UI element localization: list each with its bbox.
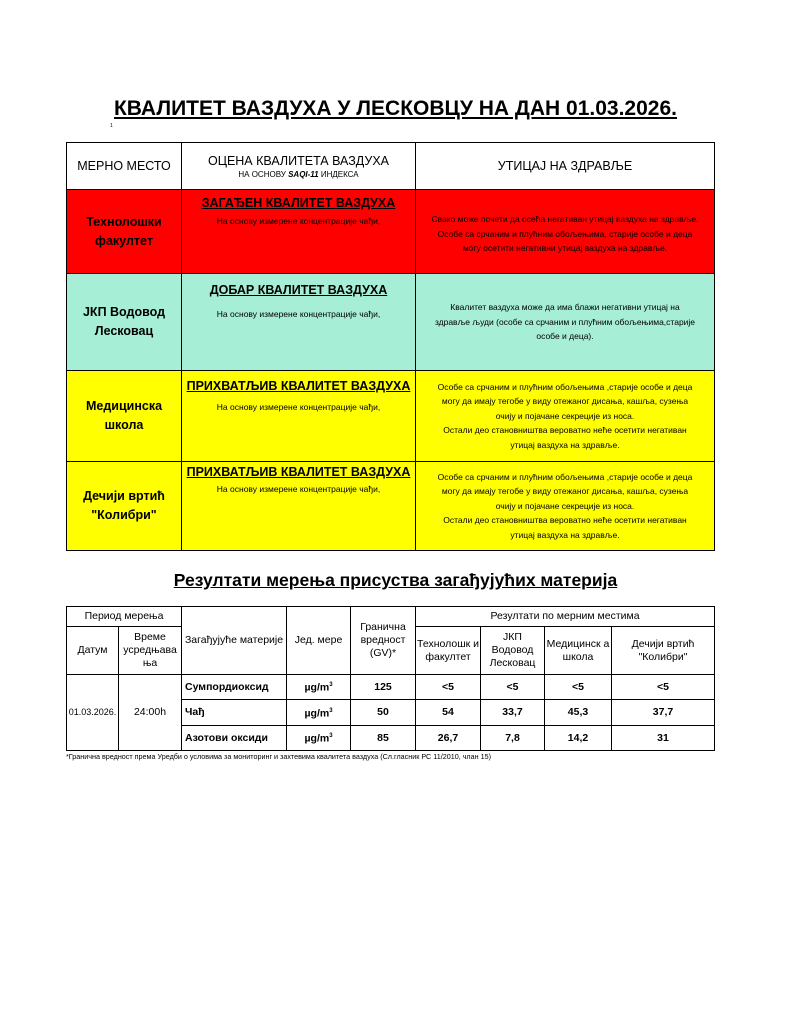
quality-row-1 xyxy=(67,190,715,274)
quality-rating: ДОБАР КВАЛИТЕТ ВАЗДУХА xyxy=(209,283,388,297)
header-quality-line1: ОЦЕНА КВАЛИТЕТА ВАЗДУХА xyxy=(207,153,390,168)
air-quality-table xyxy=(66,142,715,551)
location-line: "Колибри" xyxy=(91,508,157,522)
pollutant-name: Сумпордиоксид xyxy=(182,675,287,700)
period-header: Период мерења xyxy=(67,607,182,627)
unit-header: Јед. мере xyxy=(287,607,351,675)
unit-cell xyxy=(287,726,351,751)
unit-text: µg/m xyxy=(304,732,330,745)
quality-row-4 xyxy=(67,462,715,551)
effect-line: здравље људи (особе са срчаним и плућним обољењима,старије xyxy=(434,316,696,327)
quality-rating: ПРИХВАТЉИВ КВАЛИТЕТ ВАЗДУХА xyxy=(186,465,411,479)
pollutant-name: Азотови оксиди xyxy=(182,726,287,751)
health-effect-cell xyxy=(416,274,715,371)
unit-cell xyxy=(287,700,351,726)
pollutant-header: Загађујуће материје xyxy=(182,607,287,675)
health-effect-cell xyxy=(416,371,715,462)
location-line: факултет xyxy=(95,233,153,248)
effect-line: Особе са срчаним и плућним обољењима, старије особе и деца xyxy=(437,228,693,239)
result-value: <5 xyxy=(612,675,715,700)
quality-row-3 xyxy=(67,371,715,462)
measurement-results-table xyxy=(66,606,715,751)
date-cell: 01.03.2026. xyxy=(67,675,119,751)
result-value: <5 xyxy=(481,675,545,700)
footnote: *Гранична вредност према Уредби о условима за мониторинг и захтевима квалитета ваздуха (Сл.гласник РС 11/2010, члан 15) xyxy=(66,752,491,761)
result-value: 31 xyxy=(612,726,715,751)
unit-exponent: 3 xyxy=(329,733,333,740)
effect-line: утицај ваздуха на здравље. xyxy=(510,439,620,450)
location-line: ЈКП Водовод xyxy=(82,305,166,319)
effect-line: Остали део становништва вероватно неће осетити негативан xyxy=(443,515,687,526)
results-header: Резултати по мерним местима xyxy=(416,607,715,627)
unit-exponent: 3 xyxy=(329,707,333,714)
result-value: 14,2 xyxy=(545,726,612,751)
unit-exponent: 3 xyxy=(329,682,333,689)
location-cell xyxy=(67,371,182,462)
section-title: Резултати мерења присуства загађујућих материја xyxy=(173,570,618,590)
header-quality-pre: НА ОСНОВУ xyxy=(238,169,289,179)
header-quality-post: ИНДЕКСА xyxy=(318,169,359,179)
location-line: Лесковац xyxy=(94,324,154,338)
limit-header: Гранична вредност (GV)* xyxy=(351,607,416,675)
averaging-header: Време усредњава ња xyxy=(119,627,182,675)
unit-text: µg/m xyxy=(304,707,330,720)
results-row xyxy=(67,675,715,700)
quality-basis: На основу измерене концентрације чађи, xyxy=(216,402,381,412)
header-location: МЕРНО МЕСТО xyxy=(67,143,182,190)
results-header-row-1 xyxy=(67,607,715,627)
quality-table-header-row xyxy=(67,143,715,190)
location-line: школа xyxy=(104,418,144,432)
result-value: 26,7 xyxy=(416,726,481,751)
health-effect-cell xyxy=(416,190,715,274)
result-value: 54 xyxy=(416,700,481,726)
station-header: Медицинск а школа xyxy=(545,627,612,675)
location-line: Дечији вртић xyxy=(83,489,165,503)
page-mark: 1 xyxy=(110,123,113,129)
quality-rating: ПРИХВАТЉИВ КВАЛИТЕТ ВАЗДУХА xyxy=(186,379,411,393)
effect-line: очију и појачане секреције из носа. xyxy=(495,500,635,511)
unit-cell xyxy=(287,675,351,700)
header-health-effect: УТИЦАЈ НА ЗДРАВЉЕ xyxy=(416,143,715,190)
pollutant-name: Чађ xyxy=(182,700,287,726)
date-header: Датум xyxy=(67,627,119,675)
effect-line: особе и деца). xyxy=(536,331,594,342)
location-cell xyxy=(67,190,182,274)
quality-basis: На основу измерене концентрације чађи, xyxy=(216,484,381,494)
unit-text: µg/m xyxy=(304,681,330,694)
station-header: Дечији вртић "Колибри" xyxy=(612,627,715,675)
result-value: 7,8 xyxy=(481,726,545,751)
location-line: Технолошки xyxy=(86,214,162,229)
quality-row-2 xyxy=(67,274,715,371)
page-title: КВАЛИТЕТ ВАЗДУХА У ЛЕСКОВЦУ НА ДАН 01.03.2026. xyxy=(113,97,677,120)
result-value: 45,3 xyxy=(545,700,612,726)
result-value: 33,7 xyxy=(481,700,545,726)
limit-value: 85 xyxy=(351,726,416,751)
effect-line: могу да имају тегобе у виду отежаног дисања, кашља, сузења xyxy=(441,486,689,497)
limit-value: 125 xyxy=(351,675,416,700)
averaging-cell: 24:00h xyxy=(119,675,182,751)
effect-line: Особе са срчаним и плућним обољењима ,старије особе и деца xyxy=(437,381,693,392)
effect-line: могу да имају тегобе у виду отежаног дисања, кашља, сузења xyxy=(441,396,689,407)
location-cell xyxy=(67,274,182,371)
quality-cell xyxy=(182,190,416,274)
location-line: Медицинска xyxy=(85,399,163,413)
header-quality xyxy=(182,143,416,190)
limit-value: 50 xyxy=(351,700,416,726)
quality-cell xyxy=(182,371,416,462)
header-quality-line2 xyxy=(182,170,415,179)
effect-line: Квалитет ваздуха може да има блажи негативни утицај на xyxy=(450,302,680,313)
quality-basis: На основу измерене концентрације чађи, xyxy=(216,216,381,226)
health-effect-cell xyxy=(416,462,715,551)
effect-line: Остали део становништва вероватно неће осетити негативан xyxy=(443,425,687,436)
quality-rating: ЗАГАЂЕН КВАЛИТЕТ ВАЗДУХА xyxy=(201,196,396,210)
quality-cell xyxy=(182,274,416,371)
effect-line: Свако може почети да осећа негативан утицај ваздуха на здравље. xyxy=(431,214,699,224)
effect-line: могу осетити негативни утицај ваздуха на здравље. xyxy=(462,243,668,253)
result-value: <5 xyxy=(545,675,612,700)
effect-line: Особе са срчаним и плућним обољењима ,старије особе и деца xyxy=(437,471,693,482)
header-quality-index: SAQI-11 xyxy=(288,169,319,179)
effect-line: очију и појачане секреције из носа. xyxy=(495,410,635,421)
quality-cell xyxy=(182,462,416,551)
station-header: ЈКП Водовод Лесковац xyxy=(481,627,545,675)
effect-line: утицај ваздуха на здравље. xyxy=(510,529,620,540)
result-value: 37,7 xyxy=(612,700,715,726)
quality-basis: На основу измерене концентрације чађи, xyxy=(216,309,381,319)
result-value: <5 xyxy=(416,675,481,700)
station-header: Технолошк и факултет xyxy=(416,627,481,675)
location-cell xyxy=(67,462,182,551)
